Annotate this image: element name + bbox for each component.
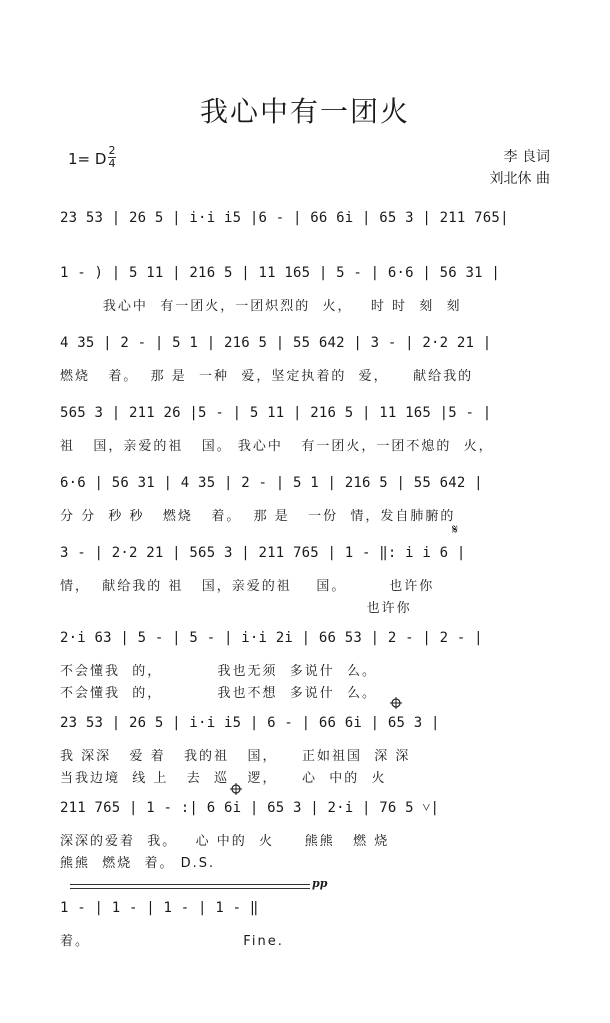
time-top: 2 — [108, 144, 116, 157]
song-title: 我心中有一团火 — [199, 95, 410, 128]
lyric-line: 分 分 秒 秒 燃烧 着。 那 是 一份 情，发自肺腑的 — [60, 509, 456, 524]
time-signature — [108, 146, 116, 169]
composer: 刘北休 曲 — [489, 171, 550, 187]
notation-line: 3 - | 2·2 21 | 565 3 | 211 765 | 1 - ‖: i i 6 | — [60, 545, 466, 561]
lyric-line: 燃烧 着。 那 是 一种 爱，坚定执着的 爱， 献给我的 — [60, 369, 474, 384]
coda-icon — [230, 783, 242, 795]
tie-line — [70, 884, 310, 885]
notation-line: 2·i 63 | 5 - | 5 - | i·i 2i | 66 53 | 2 - | 2 - | — [60, 630, 483, 646]
lyric-line: 我心中 有一团火，一团炽烈的 火， 时 时 刻 刻 — [60, 299, 462, 314]
notation-line: 23 53 | 26 5 | i·i i5 | 6 - | 66 6i | 65 3 | — [60, 715, 440, 731]
notation-line: 211 765 | 1 - :| 6 6i | 65 3 | 2·i | 76 5 ˅| — [60, 800, 440, 816]
lyric-line: 深深的爱着 我。 心 中的 火 熊熊 燃 烧 — [60, 834, 390, 849]
lyric-line: 我 深深 爱 着 我的祖 国， 正如祖国 深 深 — [60, 749, 411, 764]
lyric-line: 着。 Fine. — [60, 934, 284, 949]
notation-line: 4 35 | 2 - | 5 1 | 216 5 | 55 642 | 3 - | 2·2 21 | — [60, 335, 492, 351]
lyric-line: 不会懂我 的， 我也无须 多说什 么。 — [60, 664, 377, 679]
lyric-line: 也许你 — [60, 601, 412, 616]
lyricist: 李 良词 — [503, 149, 550, 165]
credits — [470, 146, 550, 190]
lyric-line: 祖 国，亲爱的祖 国。 我心中 有一团火，一团不熄的 火， — [60, 439, 494, 454]
dynamic-marking: pp — [312, 877, 328, 890]
time-bottom: 4 — [108, 157, 116, 170]
lyric-line: 当我边境 线 上 去 巡 逻， 心 中的 火 — [60, 771, 387, 786]
tie-line — [70, 888, 310, 889]
notation-line: 565 3 | 211 26 |5 - | 5 11 | 216 5 | 11 165 |5 - | — [60, 405, 492, 421]
key-signature: 1= D — [68, 150, 107, 168]
lyric-line: 情， 献给我的 祖 国，亲爱的祖 国。 也许你 — [60, 579, 435, 594]
coda-icon — [390, 697, 402, 709]
notation-line: 6·6 | 56 31 | 4 35 | 2 - | 5 1 | 216 5 | 55 642 | — [60, 475, 483, 491]
notation-line: 1 - | 1 - | 1 - | 1 - ‖ — [60, 900, 259, 916]
notation-line: 1 - ) | 5 11 | 216 5 | 11 165 | 5 - | 6·6 | 56 31 | — [60, 265, 501, 281]
lyric-line: 熊熊 燃烧 着。 D.S. — [60, 856, 216, 871]
notation-line: 23 53 | 26 5 | i·i i5 |6 - | 66 6i | 65 3 | 211 765| — [60, 210, 509, 226]
segno-icon: 𝄋 — [452, 522, 459, 538]
lyric-line: 不会懂我 的， 我也不想 多说什 么。 — [60, 686, 377, 701]
